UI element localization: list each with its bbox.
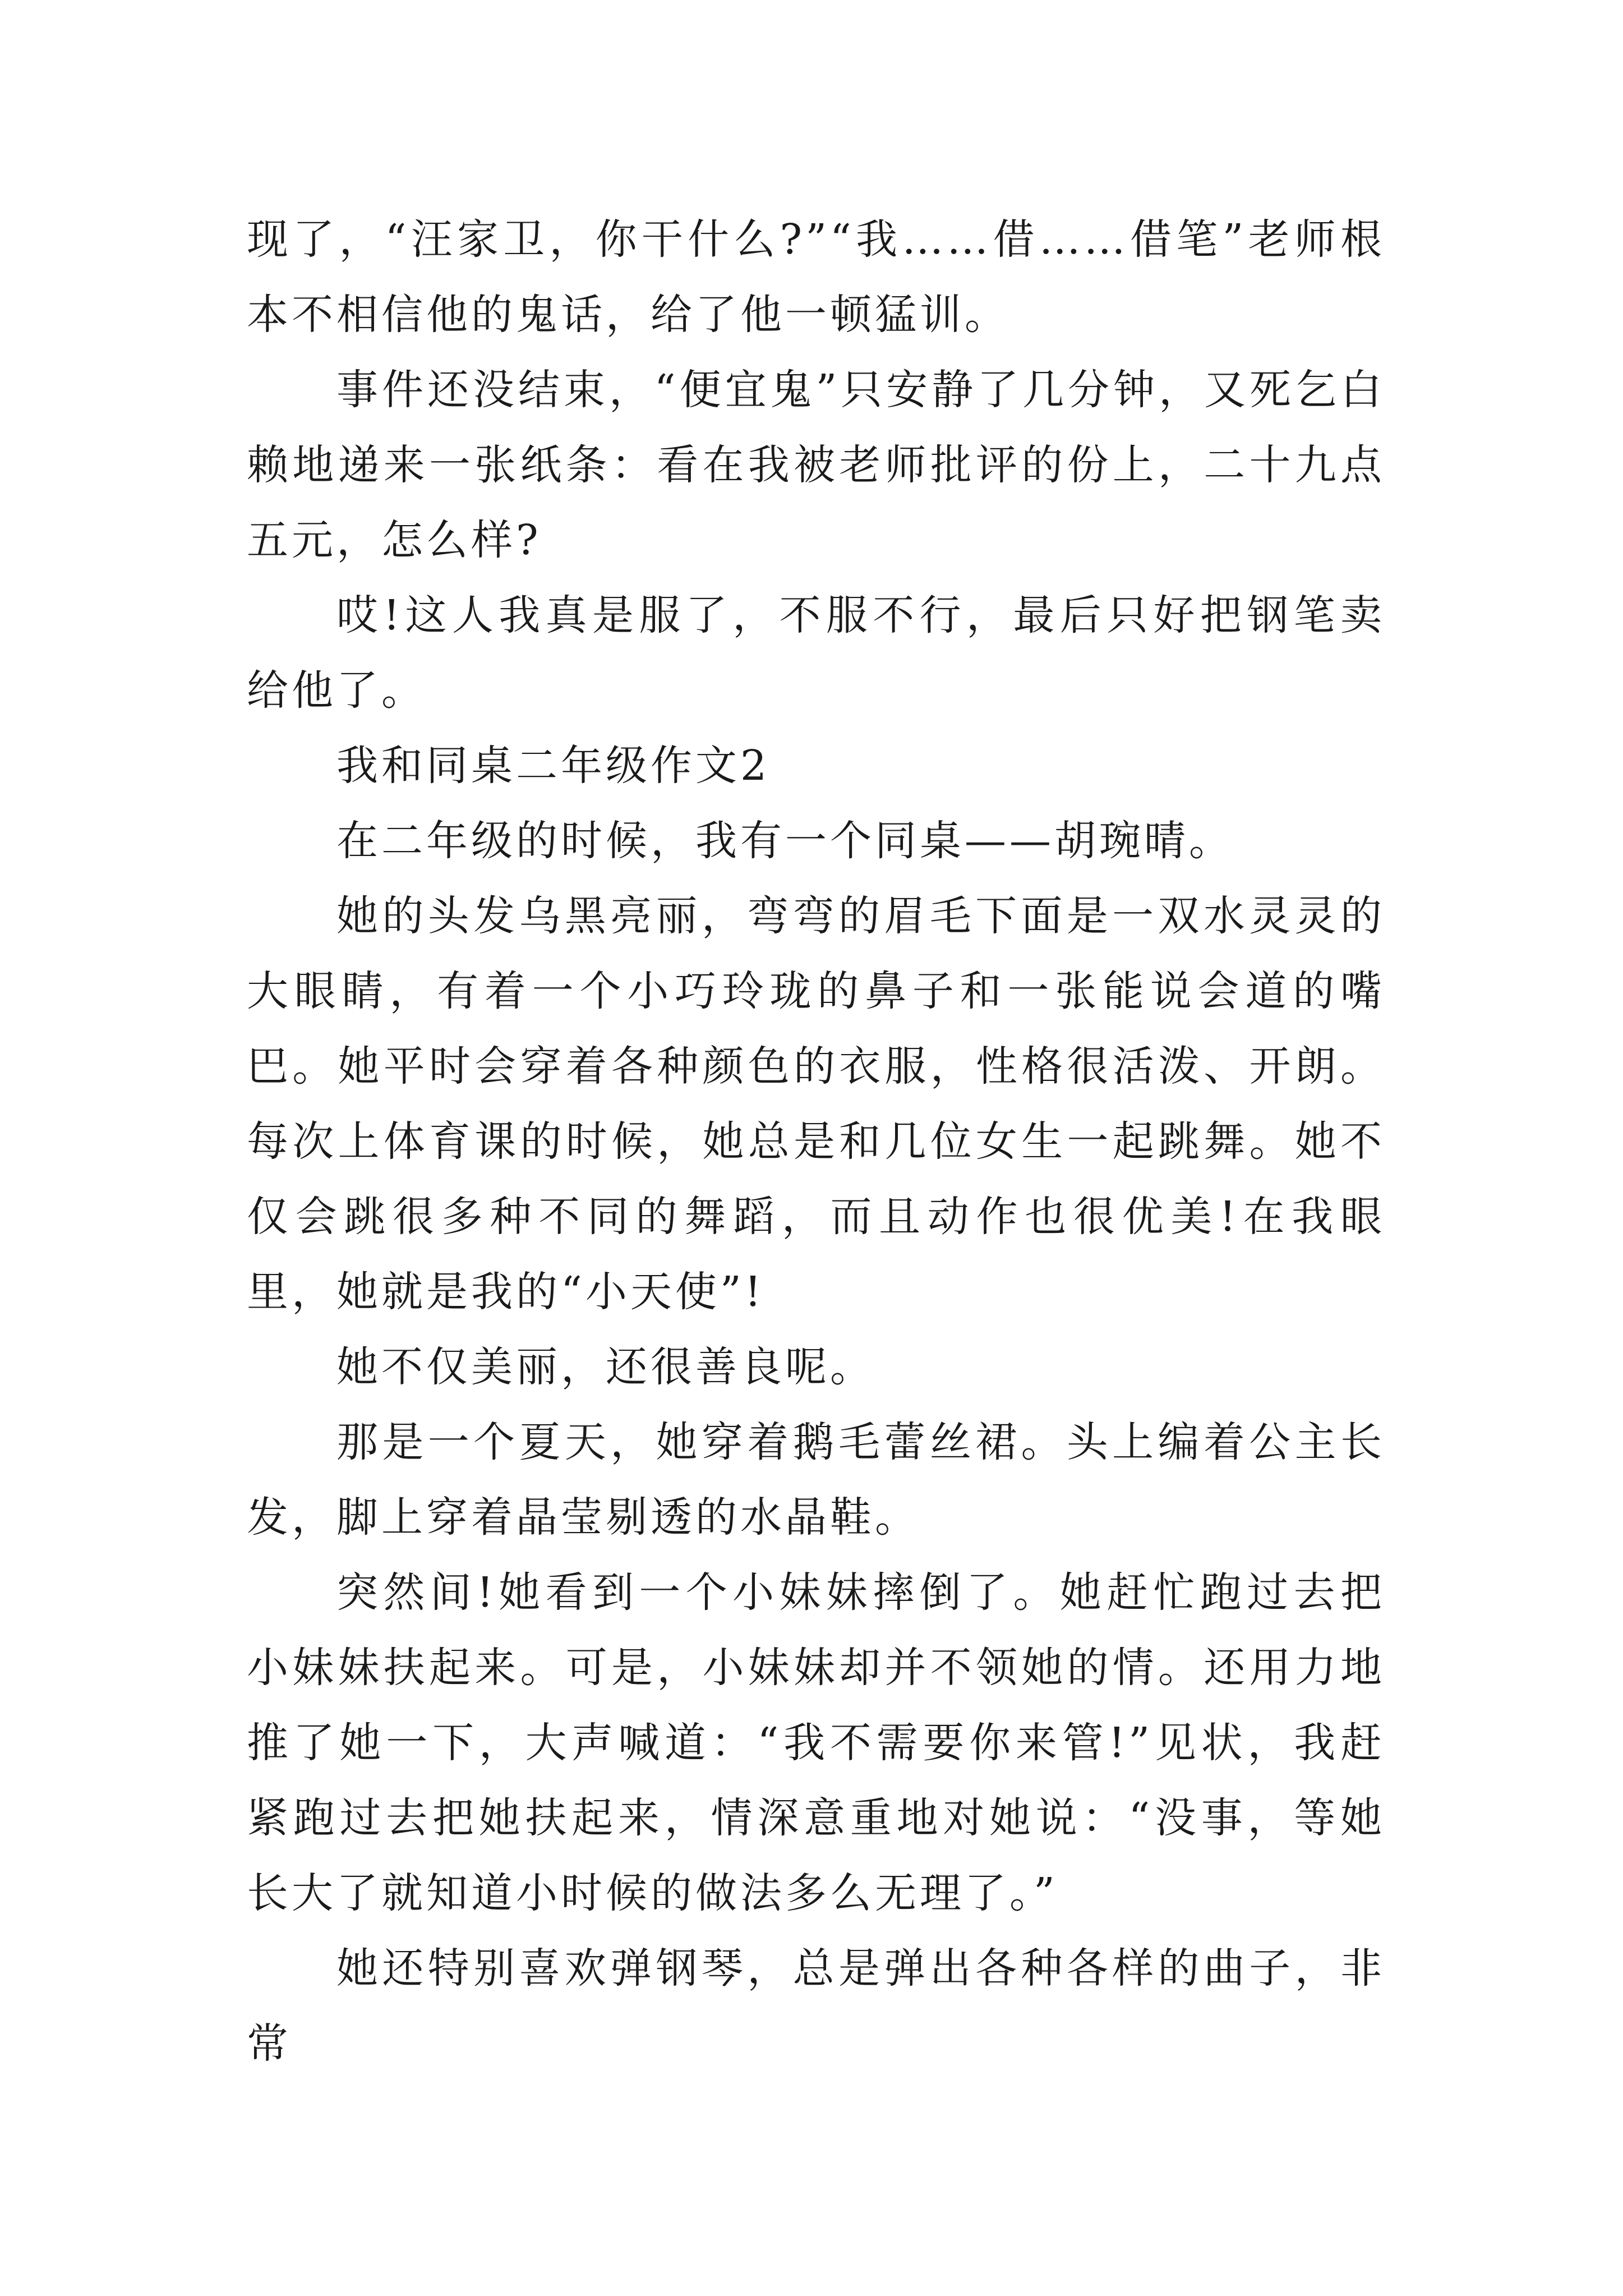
paragraph-8: 那是一个夏天，她穿着鹅毛蕾丝裙。头上编着公主长发，脚上穿着晶莹剔透的水晶鞋。 bbox=[247, 1418, 1385, 1542]
paragraph-10: 她还特别喜欢弹钢琴，总是弹出各种各样的曲子，非常 bbox=[247, 1944, 1385, 2068]
paragraph-5: 在二年级的时候，我有一个同桌——胡琬晴。 bbox=[336, 817, 1234, 865]
section-heading: 我和同桌二年级作文2 bbox=[336, 742, 771, 790]
paragraph-9: 突然间!她看到一个小妹妹摔倒了。她赶忙跑过去把小妹妹扶起来。可是，小妹妹却并不领她的情。还用力地推了她一下，大声喊道：“我不需要你来管!”见状，我赶紧跑过去把她扶起来，情深意重地对她说：“没事，等她长大了就知道小时候的做法多么无理了。” bbox=[247, 1568, 1385, 1917]
paragraph-3: 哎!这人我真是服了，不服不行，最后只好把钢笔卖给他了。 bbox=[247, 591, 1385, 715]
document-body bbox=[247, 202, 1385, 2081]
paragraph-2: 事件还没结束，“便宜鬼”只安静了几分钟，又死乞白赖地递来一张纸条：看在我被老师批评的份上，二十九点五元，怎么样? bbox=[247, 366, 1385, 564]
paragraph-7: 她不仅美丽，还很善良呢。 bbox=[336, 1343, 875, 1391]
paragraph-1: 现了，“汪家卫，你干什么?”“我……借……借笔”老师根本不相信他的鬼话，给了他一顿猛训。 bbox=[247, 215, 1385, 339]
paragraph-6: 她的头发乌黑亮丽，弯弯的眉毛下面是一双水灵灵的大眼睛，有着一个小巧玲珑的鼻子和一张能说会道的嘴巴。她平时会穿着各种颜色的衣服，性格很活泼、开朗。每次上体育课的时候，她总是和几位女生一起跳舞。她不仅会跳很多种不同的舞蹈，而且动作也很优美!在我眼里，她就是我的“小天使”! bbox=[247, 892, 1385, 1316]
